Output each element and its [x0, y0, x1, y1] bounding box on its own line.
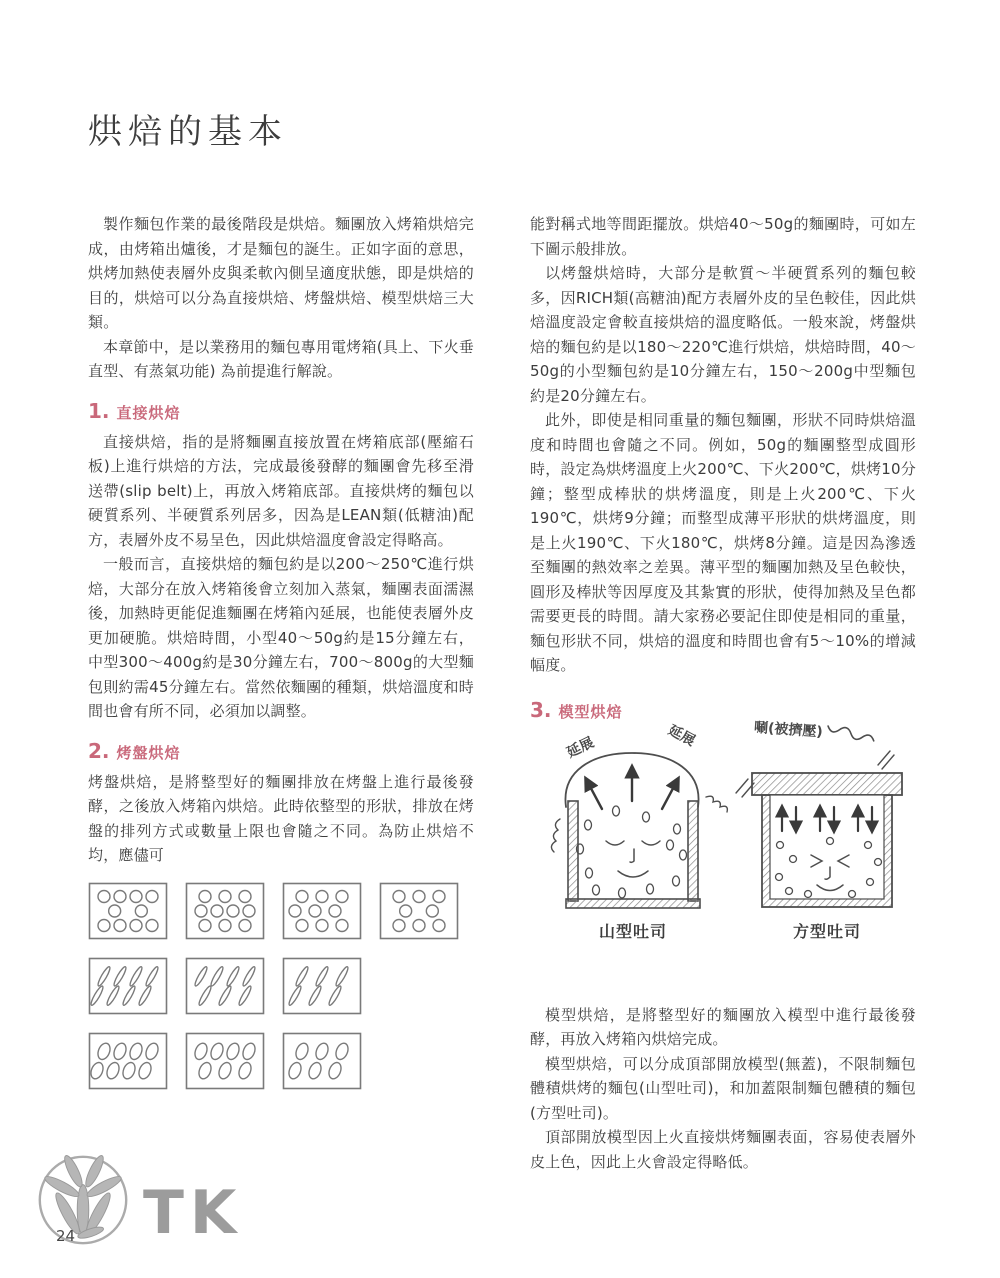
section-2-paragraph-1: 烤盤烘焙，是將整型好的麵團排放在烤盤上進行最後發酵，之後放入烤箱內烘焙。此時依整型的形狀，排放在烤盤的排列方式或數量上限也會隨之不同。為防止烘焙不均，應儘可 [88, 772, 474, 864]
tray [88, 957, 168, 1015]
tray-row [88, 882, 474, 940]
section-3-paragraph-2: 模型烘焙，可以分成頂部開放模型(無蓋)，不限制麵包體積烘烤的麵包(山型吐司)，和加蓋限制麵包體積的麵包(方型吐司)。 [530, 1054, 916, 1122]
tray [185, 882, 265, 940]
loaf-sketch-canvas [530, 749, 930, 935]
intro-paragraph-1: 製作麵包作業的最後階段是烘焙。麵團放入烤箱烘焙完成，由烤箱出爐後，才是麵包的誕生。正如字面的意思，烘烤加熱使表層外皮與柔軟內側呈適度狀態，即是烘焙的目的，烘焙可以分為直接烘焙、烤盤烘焙、模型烘焙三大類。 [88, 215, 474, 331]
section-2-paragraph-2: 以烤盤烘焙時，大部分是軟質～半硬質系列的麵包較多，因RICH類(高糖油)配方表層外皮的呈色較佳，因此烘焙溫度設定會較直接烘焙的溫度略低。一般來說，烤盤烘焙的麵包約是以180～220℃進行烘焙，烘焙時間，40～50g的小型麵包約是10分鐘左右，150～200g中型麵包約是20分鐘左右。 [530, 264, 916, 405]
publisher-logo [35, 1150, 335, 1260]
mountain-loaf-drawing [551, 753, 727, 908]
intro-paragraph-2: 本章節中，是以業務用的麵包專用電烤箱(具上、下火垂直型、有蒸氣功能) 為前提進行解說。 [88, 337, 474, 380]
section-1-paragraph-2: 一般而言，直接烘焙的麵包約是以200～250℃進行烘焙，大部分在放入烤箱後會立刻加入蒸氣，麵團表面濡濕後，加熱時更能促進麵團在烤箱內延展，也能使表層外皮更加硬脆。烘焙時間，小型40～50g約是15分鐘左右，中型300～400g約是30分鐘左右，700～800g的大型麵包則約需45分鐘左右。當然依麵團的種類，烘焙溫度和時間也會有所不同，必須加以調整。 [88, 555, 474, 720]
section-3-title: 模型烘焙 [558, 702, 623, 721]
section-1-number: 1. [88, 398, 110, 423]
section-3-number: 3. [530, 697, 552, 722]
section-2-continued-paragraph: 能對稱式地等間距擺放。烘焙40～50g的麵團時，可如左下圖示般排放。 [530, 215, 916, 258]
tray [282, 882, 362, 940]
tray [282, 957, 362, 1015]
annotation-extend-left: 延展 [564, 734, 597, 761]
logo-text: TK [143, 1178, 243, 1248]
tray [282, 1032, 362, 1090]
page-title: 烘焙的基本 [88, 112, 288, 152]
bamboo-emblem-icon [35, 1150, 131, 1250]
air-bubbles [577, 806, 687, 898]
square-loaf-drawing [736, 751, 902, 907]
page-number: 24 [56, 1227, 76, 1245]
tray-row [88, 1032, 474, 1090]
right-column [530, 212, 916, 1174]
tray [185, 957, 265, 1015]
section-1-heading [88, 399, 474, 423]
section-3-paragraph-3: 頂部開放模型因上火直接烘烤麵團表面，容易使表層外皮上色，因此上火會設定得略低。 [530, 1128, 916, 1171]
tray-diagram [88, 882, 474, 1090]
label-mountain-toast: 山型吐司 [598, 921, 667, 941]
section-1-title: 直接烘焙 [116, 403, 181, 422]
tray [185, 1032, 265, 1090]
expansion-arrows [586, 767, 678, 809]
mold-baking-figure [530, 719, 930, 981]
section-2-paragraph-3: 此外，即使是相同重量的麵包麵團，形狀不同時烘焙溫度和時間也會隨之不同。例如，50g的麵團整型成圓形時，設定為烘烤溫度上火200℃、下火200℃，烘烤10分鐘；整型成棒狀的烘烤溫度，則是上火200℃、下火190℃，烘烤9分鐘；而整型成薄平形狀的烘烤溫度，則是上火190℃、下火180℃，烘烤8分鐘。這是因為滲透至麵團的熱效率之差異。薄平型的麵團加熱及呈色較快，圓形及棒狀等因厚度及其紮實的形狀，使得加熱及呈色都需要更長的時間。請大家務必要記住即使是相同的重量，麵包形狀不同，烘焙的溫度和時間也會有5～10%的增減幅度。 [530, 411, 916, 674]
tray-row [88, 957, 474, 1015]
tray [379, 882, 459, 940]
label-square-toast: 方型吐司 [792, 921, 861, 941]
section-2-heading [88, 739, 474, 763]
section-3-heading [530, 698, 916, 722]
section-3-paragraph-1: 模型烘焙，是將整型好的麵團放入模型中進行最後發酵，再放入烤箱內烘焙完成。 [530, 1005, 916, 1048]
left-column [88, 212, 474, 1090]
section-1-paragraph-1: 直接烘焙，指的是將麵團直接放置在烤箱底部(壓縮石板)上進行烘焙的方法，完成最後發酵的麵團會先移至滑送帶(slip belt)上，再放入烤箱底部。直接烘烤的麵包以硬質系列、半硬質系列居多，因為是LEAN類(低糖油)配方，表層外皮不易呈色，因此烘焙溫度會設定得略高。 [88, 432, 474, 549]
section-2-number: 2. [88, 738, 110, 763]
annotation-extend-right: 延展 [665, 721, 698, 750]
section-2-title: 烤盤烘焙 [116, 743, 181, 762]
happy-face [606, 841, 660, 877]
tray [88, 882, 168, 940]
annotation-squeeze-text: 唰(被擠壓) [753, 719, 824, 740]
tray [88, 1032, 168, 1090]
